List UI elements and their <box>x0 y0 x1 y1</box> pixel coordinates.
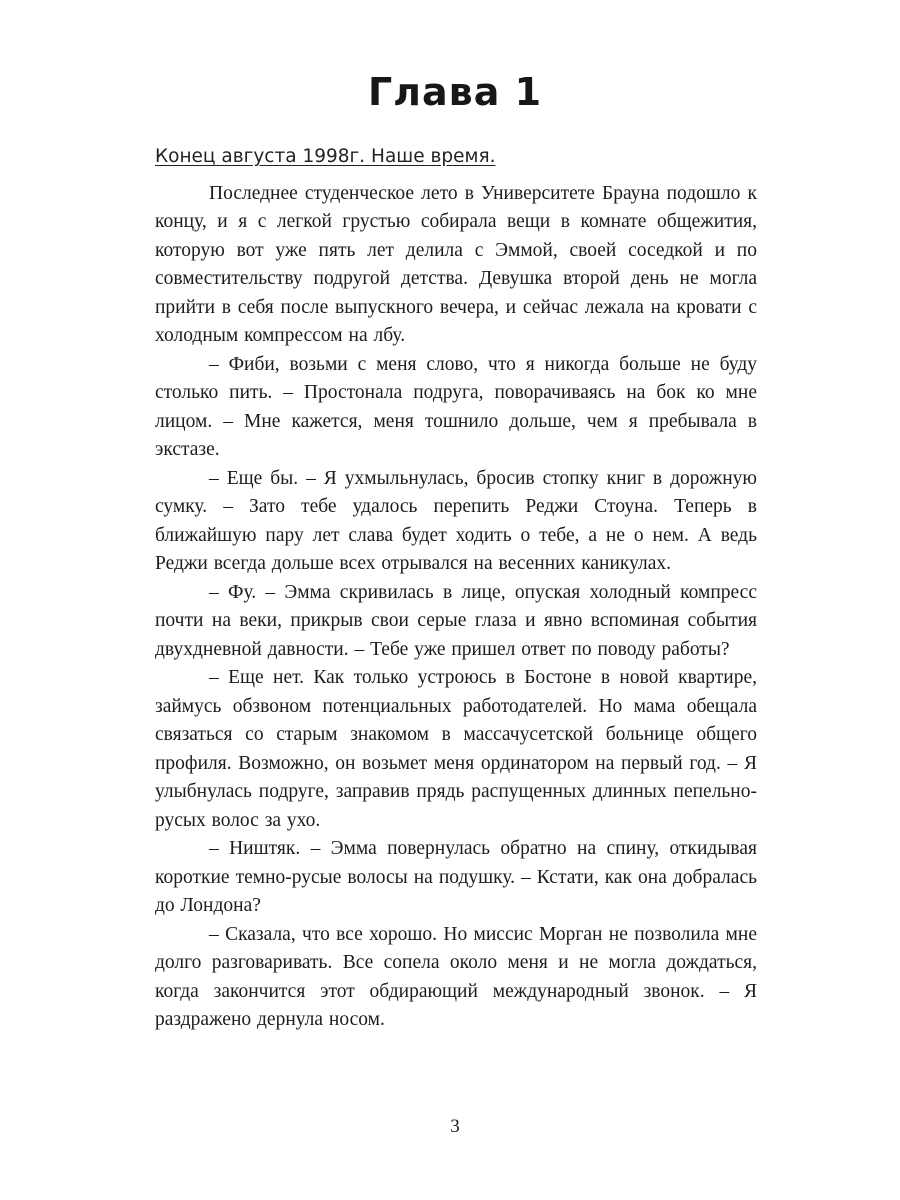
page-number: 3 <box>450 1116 460 1137</box>
paragraph: – Фу. – Эмма скривилась в лице, опуская холодный компресс почти на веки, прикрыв свои серые глаза и явно вспоминая события двухдневной давности. – Тебе уже пришел ответ по поводу работы? <box>155 581 757 660</box>
paragraph: – Сказала, что все хорошо. Но миссис Морган не позволила мне долго разговаривать. Все сопела около меня и не могла дождаться, когда закончится этот обдирающий международный звонок. – Я раздражено дернула носом. <box>155 923 757 1030</box>
paragraph: – Еще бы. – Я ухмыльнулась, бросив стопку книг в дорожную сумку. – Зато тебе удалось перепить Реджи Стоуна. Теперь в ближайшую пару лет слава будет ходить о тебе, а не о нем. А ведь Реджи всегда дольше всех отрывался на весенних каникулах. <box>155 467 757 574</box>
paragraph: – Ништяк. – Эмма повернулась обратно на спину, откидывая короткие темно-русые волосы на подушку. – Кстати, как она добралась до Лондона? <box>155 838 757 916</box>
dateline: Конец августа 1998г. Наше время. <box>155 146 496 167</box>
paragraph: – Еще нет. Как только устроюсь в Бостоне в новой квартире, займусь обзвоном потенциальных работодателей. Но мама обещала связаться со старым знакомом в массачусетской больнице общего профиля. Возможно, он возьмет меня ординатором на первый год. – Я улыбнулась подруге, заправив прядь распущенных длинных пепельно-русых волос за ухо. <box>155 667 757 831</box>
paragraph: Последнее студенческое лето в Университете Брауна подошло к концу, и я с легкой грустью собирала вещи в комнате общежития, которую вот уже пять лет делила с Эммой, своей соседкой и по совместительству подругой детства. Девушка второй день не могла прийти в себя после выпускного вечера, и сейчас лежала на кровати с холодным компрессом на лбу. <box>155 182 757 346</box>
text-block <box>155 143 757 1035</box>
paragraph: – Фиби, возьми с меня слово, что я никогда больше не буду столько пить. – Простонала подруга, поворачиваясь на бок ко мне лицом. – Мне кажется, меня тошнило дольше, чем я пребывала в экстазе. <box>155 353 757 460</box>
chapter-title: Глава 1 <box>367 70 543 114</box>
